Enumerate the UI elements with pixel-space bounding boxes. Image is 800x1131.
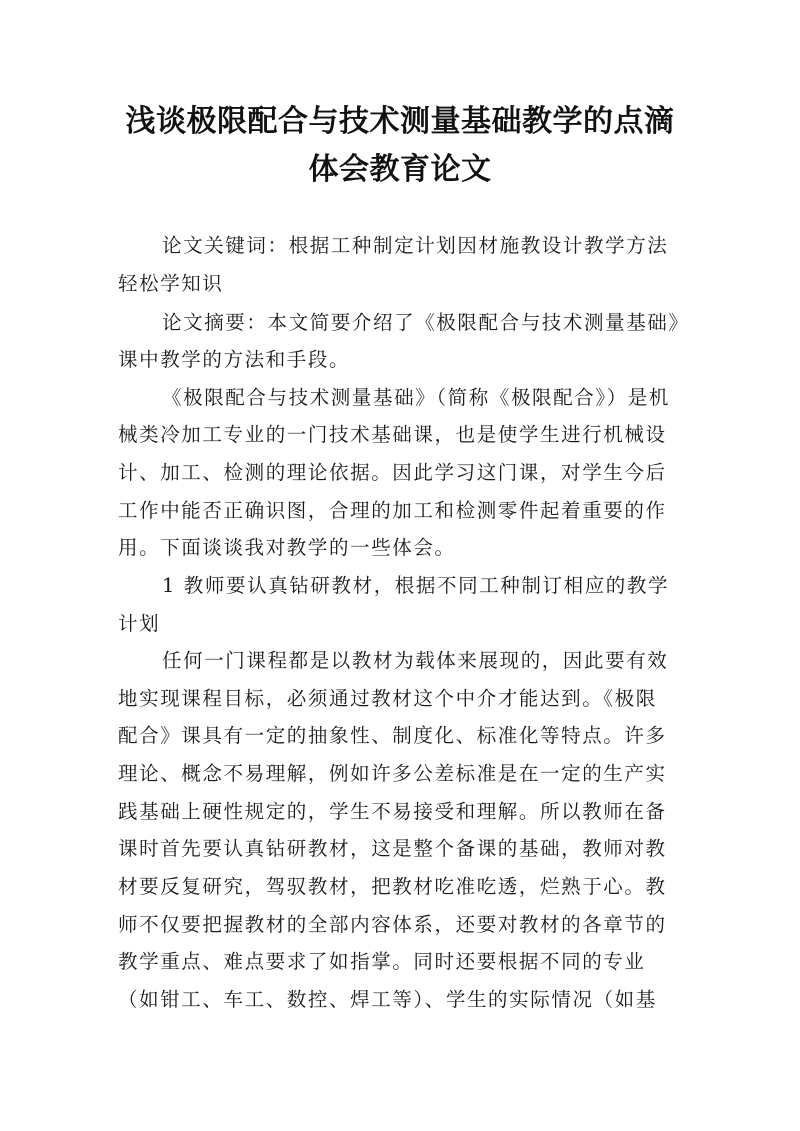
intro-paragraph-line: 械类冷加工专业的一门技术基础课，也是使学生进行机械设 [118,423,667,446]
intro-paragraph-line: 工作中能否正确识图，合理的加工和检测零件起着重要的作 [118,499,667,522]
keywords-paragraph-line: 轻松学知识 [118,272,224,295]
body-paragraph-line: 理论、概念不易理解，例如许多公差标准是在一定的生产实 [118,762,667,785]
keywords-paragraph-line: 论文关键词：根据工种制定计划因材施教设计教学方法 [162,234,669,257]
body-paragraph-line: 师不仅要把握教材的全部内容体系，还要对教材的各章节的 [118,913,667,936]
document-title-line-2: 体会教育论文 [308,152,492,187]
section-heading-line: 计划 [118,612,161,635]
body-paragraph-line: 材要反复研究，驾驭教材，把教材吃准吃透，烂熟于心。教 [118,875,667,898]
intro-paragraph-line: 用。下面谈谈我对教学的一些体会。 [118,536,456,559]
abstract-paragraph-line: 课中教学的方法和手段。 [118,348,351,371]
body-paragraph-line: 教学重点、难点要求了如指掌。同时还要根据不同的专业 [118,950,646,973]
body-paragraph-line: （如钳工、车工、数控、焊工等）、学生的实际情况（如基 [118,988,657,1011]
section-heading-line: 1 教师要认真钻研教材，根据不同工种制订相应的教学 [162,574,670,597]
body-paragraph-line: 配合》课具有一定的抽象性、制度化、标准化等特点。许多 [118,724,667,747]
body-paragraph-line: 课时首先要认真钻研教材，这是整个备课的基础，教师对教 [118,837,667,860]
document-title-line-1: 浅谈极限配合与技术测量基础教学的点滴 [125,104,675,139]
intro-paragraph-line: 《极限配合与技术测量基础》（简称《极限配合》）是机 [162,386,671,409]
body-paragraph-line: 地实现课程目标，必须通过教材这个中介才能达到。《极限 [118,687,657,710]
intro-paragraph-line: 计、加工、检测的理论依据。因此学习这门课，对学生今后 [118,461,667,484]
body-paragraph-line: 任何一门课程都是以教材为载体来展现的，因此要有效 [162,649,669,672]
body-paragraph-line: 践基础上硬性规定的，学生不易接受和理解。所以教师在备 [118,800,667,823]
abstract-paragraph-line: 论文摘要：本文简要介绍了《极限配合与技术测量基础》 [162,311,690,334]
